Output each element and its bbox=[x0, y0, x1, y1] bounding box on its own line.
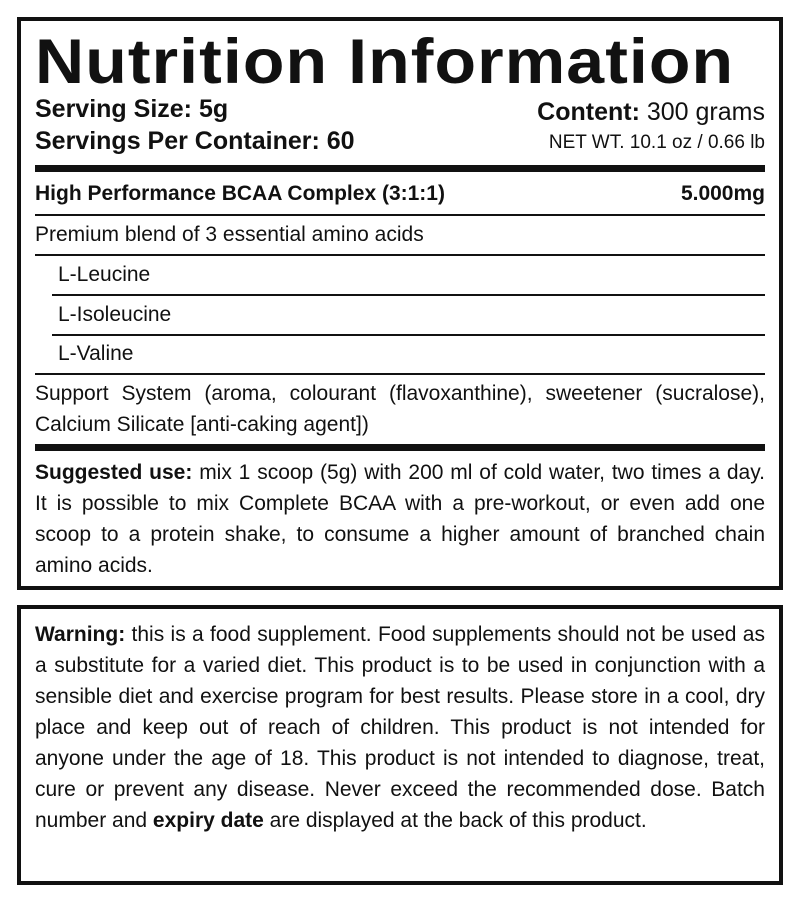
divider-thick bbox=[35, 165, 765, 172]
divider bbox=[35, 254, 765, 256]
warning-label: Warning: bbox=[35, 623, 126, 646]
divider bbox=[52, 334, 765, 336]
suggested-use-label: Suggested use: bbox=[35, 461, 193, 484]
net-weight: NET WT. 10.1 oz / 0.66 lb bbox=[548, 132, 765, 153]
amino-acid-item: L-Leucine bbox=[58, 263, 151, 286]
divider-thick bbox=[35, 444, 765, 451]
content-value: 300 grams bbox=[646, 98, 765, 126]
complex-name: High Performance BCAA Complex (3:1:1) bbox=[35, 182, 445, 205]
expiry-label: expiry date bbox=[152, 809, 264, 832]
servings-per-container: Servings Per Container: 60 bbox=[35, 127, 355, 155]
warning-text: this is a food supplement. Food supplements should not be used as a substitute for a varied diet. This product is to be used in conjunction with a sensible diet and exercise program for best results. Please store in a cool, dry place and keep out of reach of children. This product is not intended for anyone under the age of 18. This product is not intended to diagnose, treat, cure or prevent any disease. Never exceed the recommended dose. Batch number and bbox=[35, 623, 765, 832]
suggested-use-text: mix 1 scoop (5g) with 200 ml of cold water, two times a day. It is possible to mix Complete BCAA with a pre-workout, or even add one scoop to a protein shake, to consume a higher amount of branched chain amino acids. bbox=[35, 461, 765, 577]
divider bbox=[35, 373, 765, 375]
suggested-use bbox=[35, 457, 765, 581]
content-label: Content: bbox=[537, 98, 640, 126]
warning-text-block bbox=[35, 619, 765, 836]
complex-row bbox=[35, 181, 765, 207]
support-system: Support System (aroma, colourant (flavoxanthine), sweetener (sucralose), Calcium Silicate [anti-caking agent]) bbox=[35, 382, 765, 436]
panel-title: Nutrition Information bbox=[35, 27, 735, 97]
warning-panel bbox=[17, 605, 783, 885]
nutrition-panel bbox=[17, 17, 783, 590]
divider bbox=[52, 294, 765, 296]
warning-tail: are displayed at the back of this product. bbox=[263, 809, 647, 832]
complex-amount: 5.000mg bbox=[680, 182, 765, 205]
serving-size: Serving Size: 5g bbox=[35, 95, 229, 123]
divider bbox=[35, 214, 765, 216]
blend-description: Premium blend of 3 essential amino acids bbox=[35, 223, 424, 246]
amino-acid-item: L-Isoleucine bbox=[58, 303, 172, 326]
content-amount bbox=[537, 97, 765, 127]
amino-acid-item: L-Valine bbox=[58, 342, 134, 365]
